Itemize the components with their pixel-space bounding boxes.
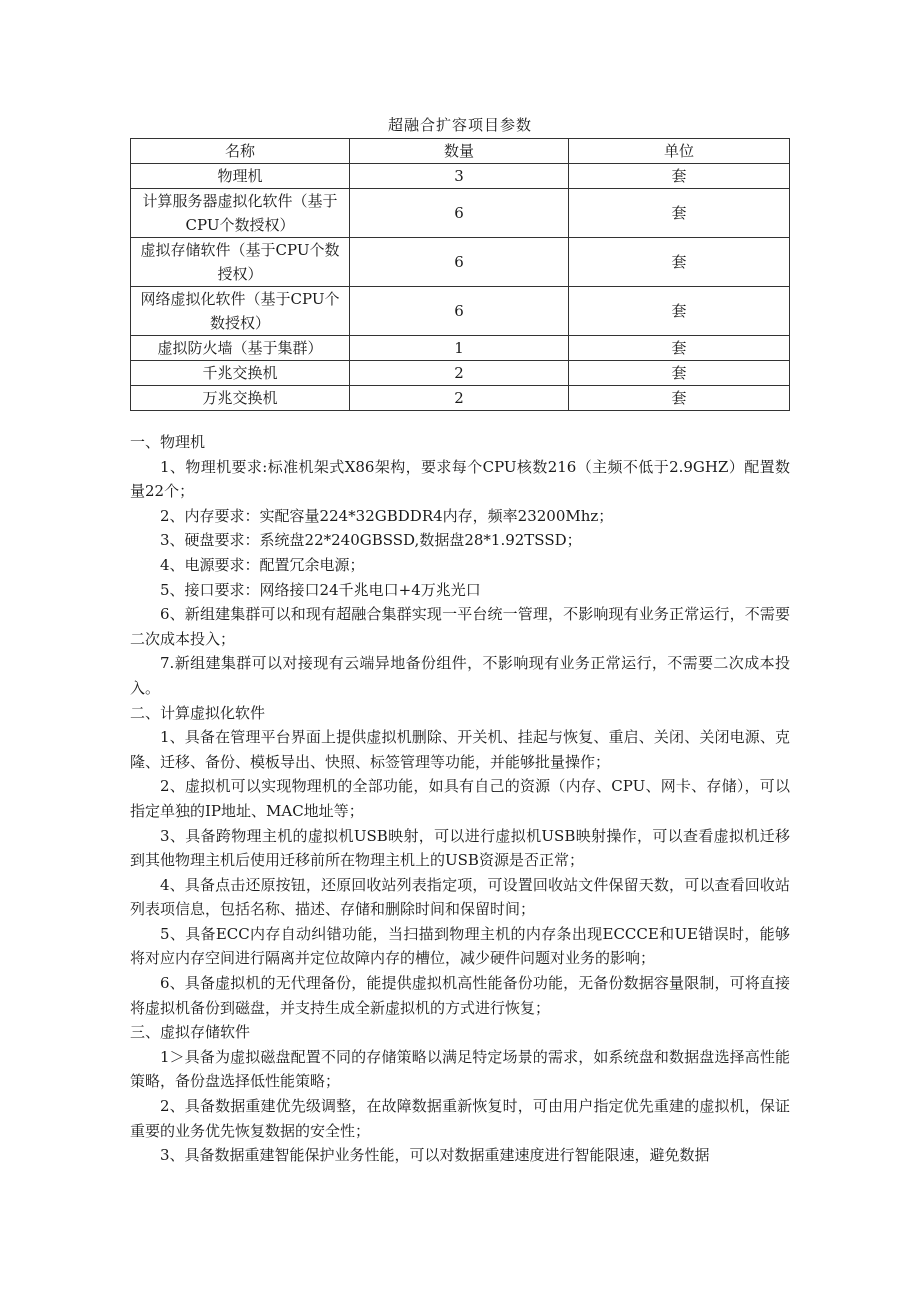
row-unit: 套	[569, 336, 790, 361]
table-header-row	[131, 139, 790, 164]
spec-item: 2、具备数据重建优先级调整，在故障数据重新恢复时，可由用户指定优先重建的虚拟机，保证重要的业务优先恢复数据的安全性；	[130, 1097, 790, 1140]
header-unit: 单位	[569, 139, 790, 164]
row-qty: 6	[350, 287, 569, 336]
row-qty: 2	[350, 361, 569, 386]
row-name: 物理机	[131, 164, 350, 189]
spec-item: 7.新组建集群可以对接现有云端异地备份组件，不影响现有业务正常运行，不需要二次成本投入。	[130, 654, 790, 697]
spec-item: 6、新组建集群可以和现有超融合集群实现一平台统一管理，不影响现有业务正常运行，不需要二次成本投入；	[130, 605, 790, 648]
section-heading: 二、计算虚拟化软件	[130, 703, 266, 722]
table-row	[131, 361, 790, 386]
row-unit: 套	[569, 189, 790, 238]
spec-item: 3、硬盘要求：系统盘22*240GBSSD,数据盘28*1.92TSSD；	[160, 531, 582, 550]
row-name: 计算服务器虚拟化软件（基于CPU个数授权）	[131, 189, 350, 238]
row-name: 千兆交换机	[131, 361, 350, 386]
row-name: 万兆交换机	[131, 386, 350, 411]
table-row	[131, 164, 790, 189]
table-row	[131, 287, 790, 336]
spec-item: 1＞具备为虚拟磁盘配置不同的存储策略以满足特定场景的需求，如系统盘和数据盘选择高性能策略，备份盘选择低性能策略；	[130, 1047, 790, 1091]
spec-item: 2、内存要求：实配容量224*32GBDDR4内存，频率23200Mhz；	[160, 506, 614, 525]
row-unit: 套	[569, 287, 790, 336]
spec-item: 6、具备虚拟机的无代理备份，能提供虚拟机高性能备份功能，无备份数据容量限制，可将直接将虚拟机备份到磁盘，并支持生成全新虚拟机的方式进行恢复；	[130, 974, 790, 1017]
row-unit: 套	[569, 361, 790, 386]
row-qty: 2	[350, 386, 569, 411]
section-heading: 一、物理机	[130, 433, 206, 451]
table-row	[131, 336, 790, 361]
document-title: 超融合扩容项目参数	[387, 116, 532, 134]
row-name: 网络虚拟化软件（基于CPU个数授权）	[131, 287, 350, 336]
spec-item: 5、接口要求：网络接口24千兆电口+4万兆光口	[160, 580, 481, 599]
row-unit: 套	[569, 164, 790, 189]
document-body	[130, 430, 790, 1168]
row-name: 虚拟存储软件（基于CPU个数授权）	[131, 238, 350, 287]
row-qty: 6	[350, 189, 569, 238]
section-heading: 三、虚拟存储软件	[130, 1023, 251, 1042]
row-qty: 3	[350, 164, 569, 189]
row-qty: 6	[350, 238, 569, 287]
spec-item: 4、电源要求：配置冗余电源；	[160, 555, 365, 574]
spec-item: 3、具备数据重建智能保护业务性能，可以对数据重建速度进行智能限速，避免数据	[160, 1146, 710, 1165]
table-row	[131, 189, 790, 238]
row-name: 虚拟防火墙（基于集群）	[131, 336, 350, 361]
spec-item: 4、具备点击还原按钮，还原回收站列表指定项，可设置回收站文件保留天数，可以查看回收站列表项信息，包括名称、描述、存储和删除时间和保留时间；	[130, 875, 790, 919]
row-qty: 1	[350, 336, 569, 361]
params-table	[130, 138, 790, 411]
row-unit: 套	[569, 238, 790, 287]
row-unit: 套	[569, 386, 790, 411]
table-row	[131, 386, 790, 411]
spec-item: 5、具备ECC内存自动纠错功能，当扫描到物理主机的内存条出现ECCCE和UE错误时，能够将对应内存空间进行隔离并定位故障内存的槽位，减少硬件问题对业务的影响；	[130, 924, 790, 968]
spec-item: 3、具备跨物理主机的虚拟机USB映射，可以进行虚拟机USB映射操作，可以查看虚拟机迁移到其他物理主机后使用迁移前所在物理主机上的USB资源是否正常；	[130, 826, 790, 870]
header-name: 名称	[131, 139, 350, 164]
spec-item: 1、具备在管理平台界面上提供虚拟机删除、开关机、挂起与恢复、重启、关闭、关闭电源、克隆、迁移、备份、模板导出、快照、标签管理等功能，并能够批量操作；	[130, 728, 790, 771]
spec-item: 2、虚拟机可以实现物理机的全部功能，如具有自己的资源（内存、CPU、网卡、存储），可以指定单独的IP地址、MAC地址等；	[130, 777, 790, 820]
header-qty: 数量	[350, 139, 569, 164]
spec-item: 1、物理机要求:标准机架式X86架构，要求每个CPU核数216（主频不低于2.9GHZ）配置数量22个；	[130, 457, 790, 501]
table-row	[131, 238, 790, 287]
